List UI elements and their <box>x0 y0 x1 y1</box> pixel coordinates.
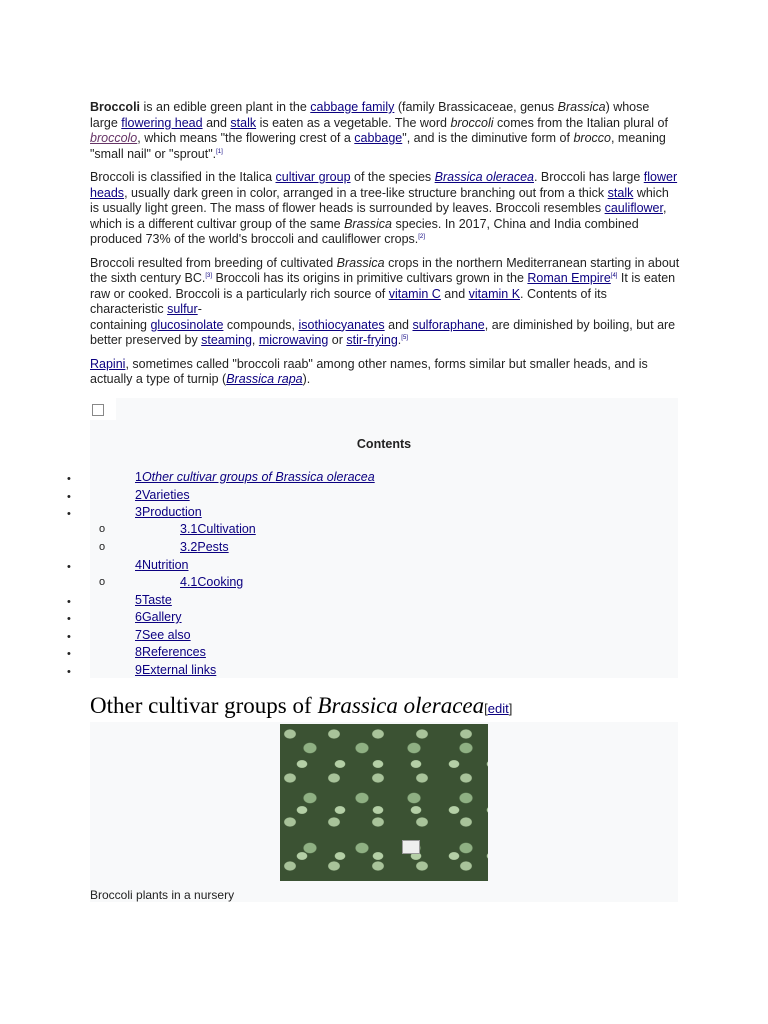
link-cabbage[interactable]: cabbage <box>354 131 403 145</box>
link-cabbage-family[interactable]: cabbage family <box>310 100 395 114</box>
link-cauliflower[interactable]: cauliflower <box>604 201 663 215</box>
toc-bullet: • <box>67 508 71 520</box>
link-cultivar-group[interactable]: cultivar group <box>275 170 351 184</box>
link-steaming[interactable]: steaming <box>201 333 252 347</box>
intro-paragraph: Broccoli is an edible green plant in the cabbage family (family Brassicaceae, genus Brassica) whose large flowering head and stalk is eaten as a vegetable. The word broccoli comes from the Italian plural of broccolo, which means "the flowering crest of a cabbage", and is the diminutive form of brocco, meaning "small nail" or "sprout".[1] <box>90 100 668 161</box>
link-stalk-2[interactable]: stalk <box>607 185 634 200</box>
edit-section: [edit] <box>484 701 513 716</box>
link-stalk[interactable]: stalk <box>230 115 257 130</box>
toc-sub-bullet: o <box>99 523 106 535</box>
citation-ref-5[interactable]: [5] <box>401 335 408 341</box>
classification-paragraph: Broccoli is classified in the Italica cultivar group of the species Brassica oleracea. Broccoli has large flower heads, usually dark green in color, arranged in a tree-like structure branching out from a thick stalk which is usually light green. The mass of flower heads is surrounded by leaves. Broccoli resembles cauliflower, which is a different cultivar group of the same Brassica species. In 2017, China and India combined produced 73% of the world's broccoli and cauliflower crops.[2] <box>90 170 678 246</box>
history-paragraph: Broccoli resulted from breeding of cultivated Brassica crops in the northern Mediterranean starting in about the sixth century BC.[3] Broccoli has its origins in primitive cultivars grown in the Roman Empire[4] It is eaten raw or cooked. Broccoli is a particularly rich source of vitamin C and vitamin K. Contents of its characteristic sulfur- containing glucosinolate compounds, isothiocyanates and sulforaphane, are diminished by boiling, but are better preserved by steaming, microwaving or stir-frying.[5] <box>90 255 680 347</box>
link-flowering-head[interactable]: flowering head <box>121 115 203 130</box>
link-broccolo[interactable]: broccolo <box>90 131 138 145</box>
toc-item-7[interactable]: 7See also <box>135 628 191 642</box>
link-vitamin-k[interactable]: vitamin K <box>468 286 521 301</box>
bold-term: Broccoli <box>90 100 141 114</box>
link-sulforaphane[interactable]: sulforaphane <box>412 317 485 332</box>
broccoli-nursery-photo[interactable] <box>280 724 488 881</box>
rapini-paragraph: Rapini, sometimes called "broccoli raab" among other names, forms similar but smaller heads, and is actually a type of turnip (Brassica rapa). <box>90 356 648 386</box>
link-stir-frying[interactable]: stir-frying <box>346 333 398 347</box>
toc-bullet: • <box>67 473 71 485</box>
toc-bullet: • <box>67 561 71 573</box>
link-sulfur[interactable]: sulfur <box>167 302 198 316</box>
citation-ref-2[interactable]: [2] <box>418 234 425 240</box>
toc-title: Contents <box>356 437 412 451</box>
toc-sub-bullet: o <box>99 541 106 553</box>
link-glucosinolate[interactable]: glucosinolate <box>150 317 224 332</box>
toc-item-4-1[interactable]: 4.1Cooking <box>180 575 244 589</box>
toc-bullet: • <box>67 631 71 643</box>
link-rapini[interactable]: Rapini <box>90 356 126 371</box>
link-microwaving[interactable]: microwaving <box>258 333 329 347</box>
citation-ref-1[interactable]: [1] <box>216 148 223 155</box>
toc-bullet: • <box>67 613 71 625</box>
link-flower-heads[interactable]: flower heads <box>90 170 678 200</box>
link-vitamin-c[interactable]: vitamin C <box>388 286 441 301</box>
toc-item-3-2[interactable]: 3.2Pests <box>180 540 229 554</box>
citation-ref-3[interactable]: [3] <box>205 273 212 279</box>
toc-item-3[interactable]: 3Production <box>135 505 202 519</box>
link-isothiocyanates[interactable]: isothiocyanates <box>298 317 385 332</box>
edit-section-link[interactable]: edit <box>487 701 509 716</box>
toc-item-6[interactable]: 6Gallery <box>135 610 182 624</box>
toc-item-5[interactable]: 5Taste <box>135 593 172 607</box>
figure-caption: Broccoli plants in a nursery <box>90 888 235 902</box>
link-roman-empire[interactable]: Roman Empire <box>527 271 611 285</box>
link-brassica-oleracea[interactable]: Brassica oleracea <box>434 170 534 184</box>
thumbnail-figure <box>90 722 678 902</box>
toc-bullet: • <box>67 648 71 660</box>
toc-item-4[interactable]: 4Nutrition <box>135 558 189 572</box>
toc-toggle-checkbox[interactable] <box>92 404 104 416</box>
article-body <box>90 100 680 396</box>
toc-bullet: • <box>67 596 71 608</box>
plant-tag <box>402 840 420 854</box>
toc-item-3-1[interactable]: 3.1Cultivation <box>180 522 256 536</box>
citation-ref-4[interactable]: [4] <box>610 273 618 279</box>
toc-bullet: • <box>67 666 71 678</box>
toc-item-9[interactable]: 9External links <box>135 663 217 677</box>
toc-sub-bullet: o <box>99 576 106 588</box>
section-heading: Other cultivar groups of Brassica oleracea[edit] <box>90 692 678 724</box>
toc-item-2[interactable]: 2Varieties <box>135 488 190 502</box>
toc-bullet: • <box>67 491 71 503</box>
link-brassica-rapa[interactable]: Brassica rapa <box>226 372 303 386</box>
toc-item-8[interactable]: 8References <box>135 645 206 659</box>
toc-item-1[interactable]: 1Other cultivar groups of Brassica oleracea <box>135 470 375 484</box>
